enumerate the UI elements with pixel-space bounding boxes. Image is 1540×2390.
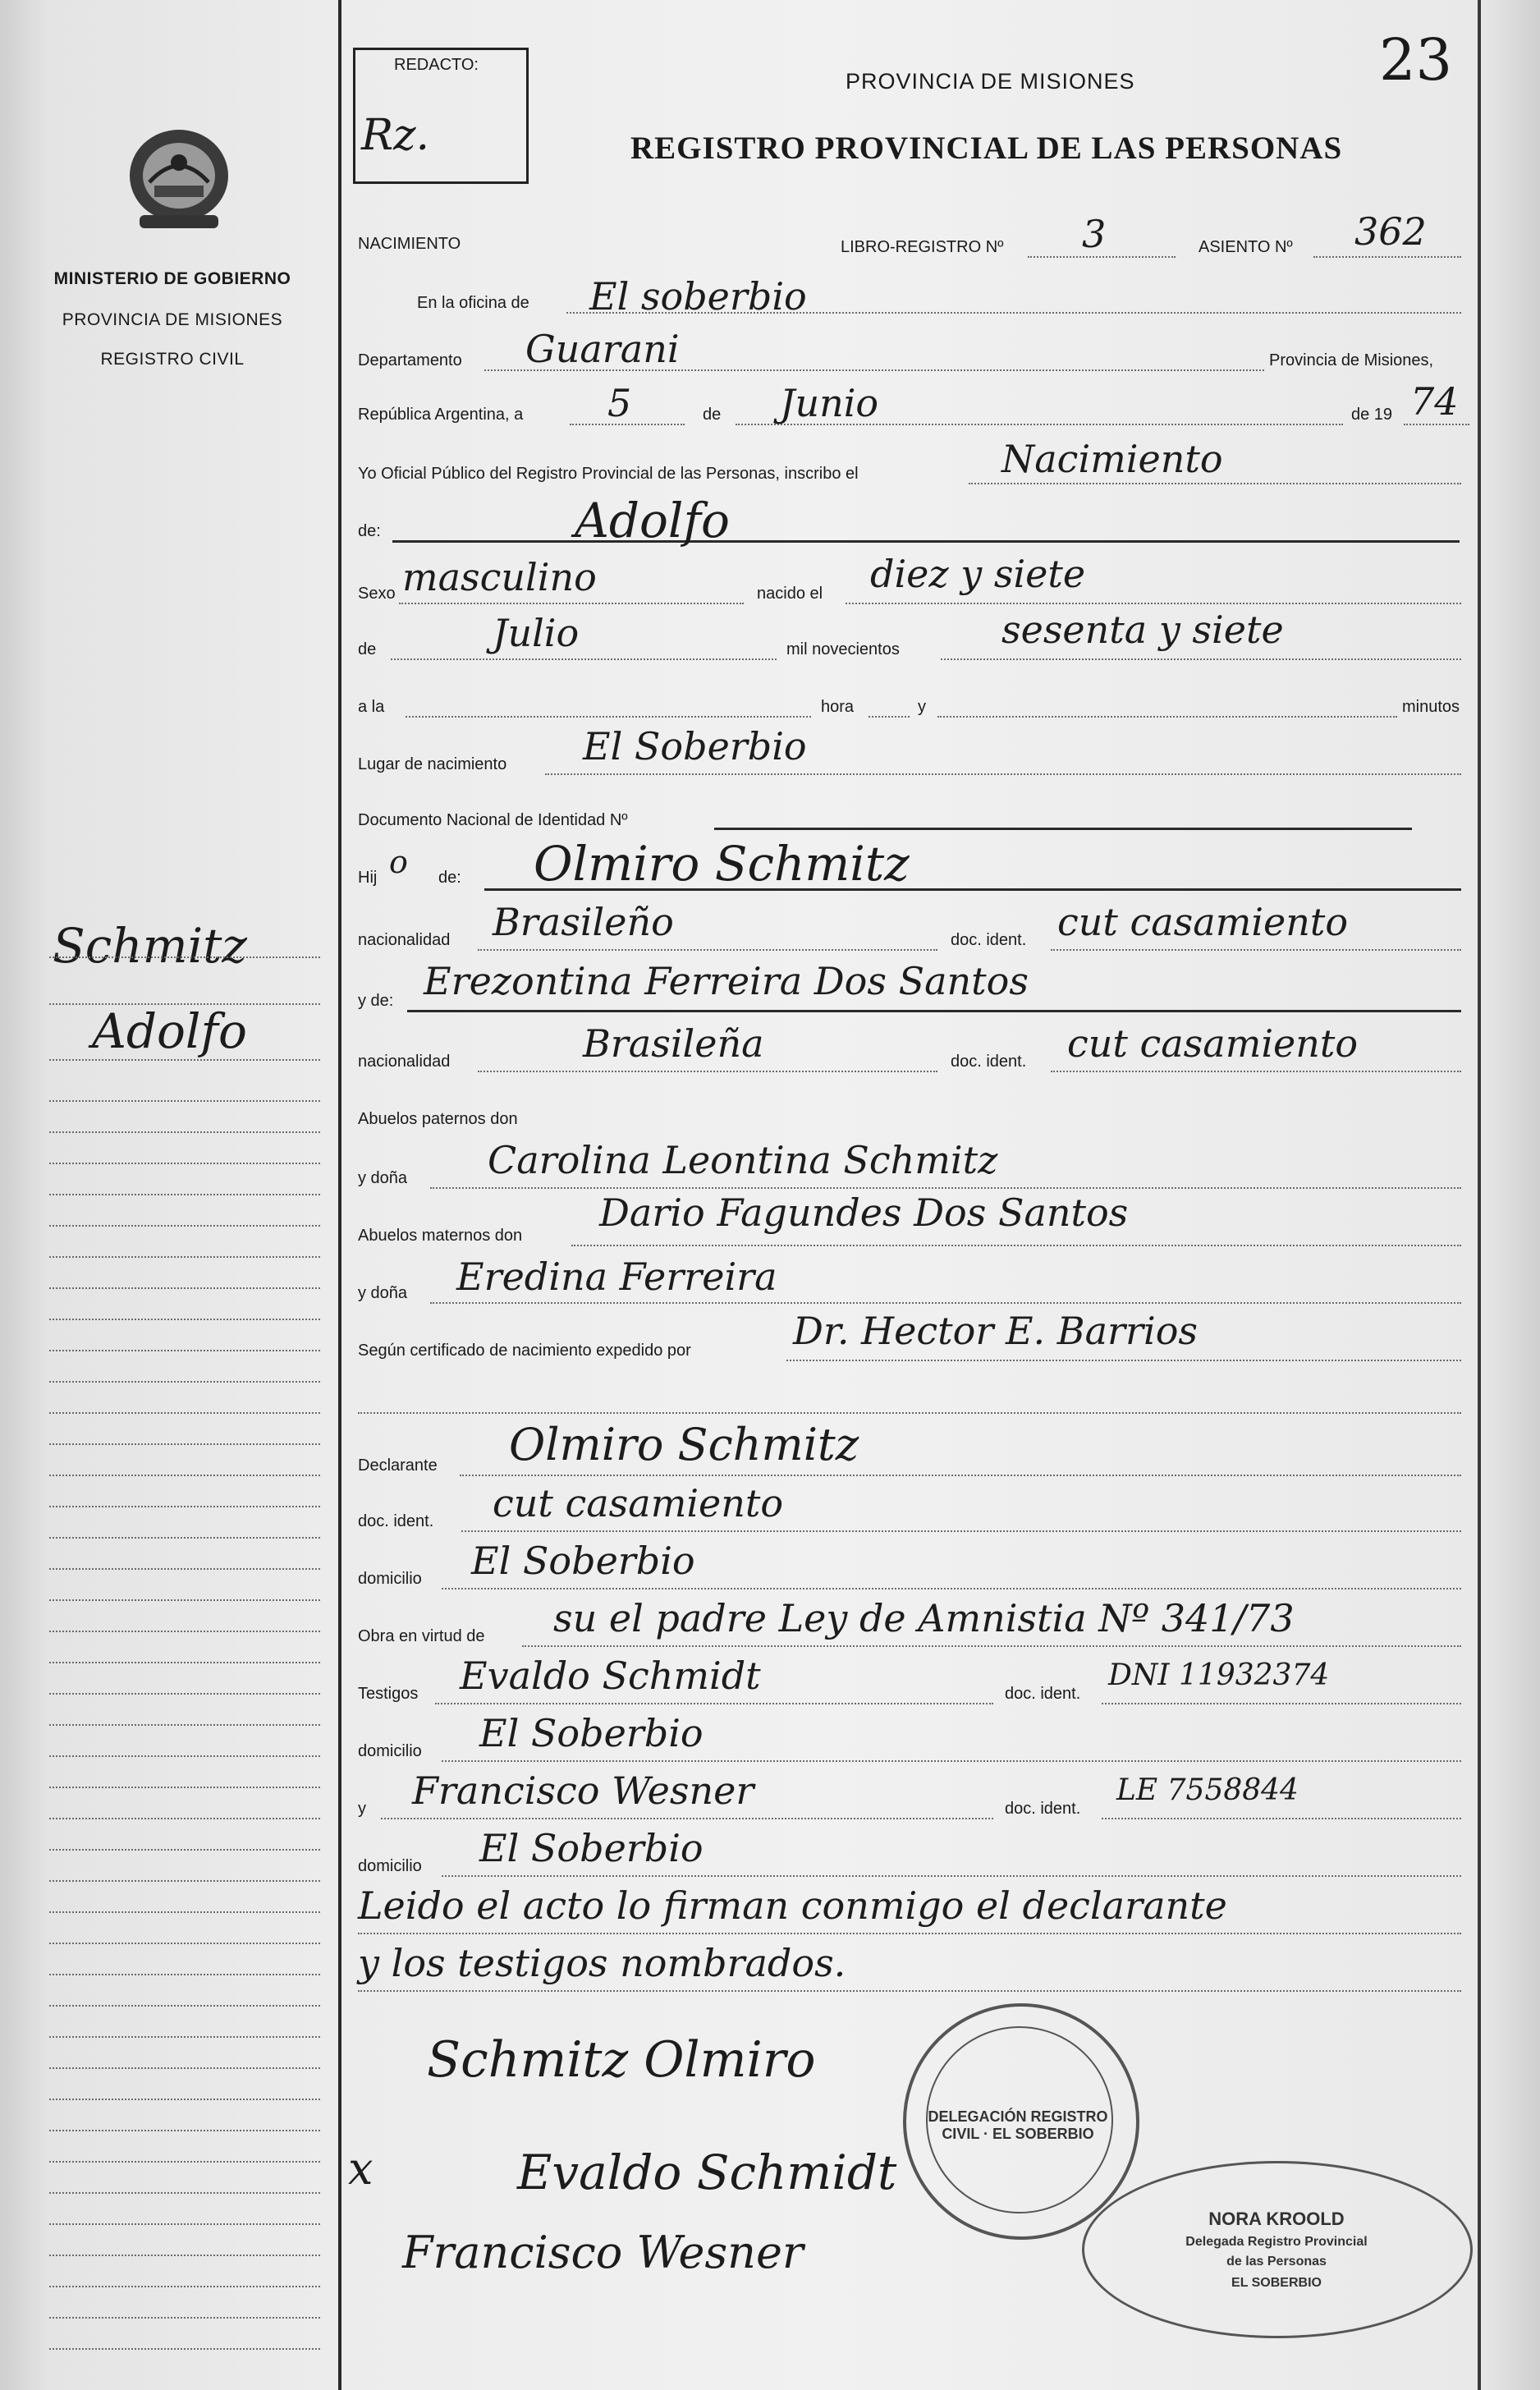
margin-line	[49, 1911, 320, 1913]
abuelos-maternos-line	[571, 1245, 1461, 1246]
margin-line	[49, 2255, 320, 2256]
name-label: de:	[358, 522, 381, 540]
margin-line	[49, 1849, 320, 1851]
margin-line	[49, 1163, 320, 1164]
ministry-label: MINISTERIO DE GOBIERNO	[53, 269, 291, 288]
declarante-label: Declarante	[358, 1456, 438, 1475]
doc-2-label: doc. ident.	[951, 1053, 1027, 1071]
abuelos-paternos-label: Abuelos paternos don	[358, 1110, 518, 1128]
margin-line	[49, 2223, 320, 2225]
day-value: 5	[607, 381, 632, 425]
nacido-value: diez y siete	[870, 552, 1086, 596]
hour-line	[406, 716, 811, 718]
abuela-paterna-value: Carolina Leontina Schmitz	[488, 1138, 998, 1182]
margin-province-label: PROVINCIA DE MISIONES	[62, 310, 283, 329]
provincia-label: Provincia de Misiones,	[1269, 351, 1434, 369]
domicilio-1-value: El Soberbio	[471, 1539, 695, 1583]
office-value: El soberbio	[589, 274, 807, 319]
name-line	[392, 540, 1460, 543]
asiento-line	[1313, 256, 1461, 258]
redacto-initials: Rz.	[361, 111, 430, 160]
margin-line	[49, 1693, 320, 1695]
month-value: Junio	[780, 381, 879, 425]
libro-label: LIBRO-REGISTRO Nº	[841, 238, 1004, 256]
margin-line	[49, 1443, 320, 1445]
mil-label: mil novecientos	[786, 640, 900, 658]
domicilio-3-label: domicilio	[358, 1857, 422, 1875]
blank-line	[358, 1412, 1461, 1414]
margin-line	[49, 1506, 320, 1507]
year-label: de 19	[1351, 406, 1393, 424]
doc-2-value: cut casamiento	[1067, 1021, 1359, 1066]
minutos-label: minutos	[1402, 698, 1460, 716]
margin-line	[49, 1537, 320, 1539]
sexo-line	[399, 603, 744, 604]
birth-year-value: sesenta y siete	[1001, 608, 1284, 652]
stamp-place: EL SOBERBIO	[1231, 2276, 1322, 2290]
margin-line	[49, 1755, 320, 1757]
margin-line	[49, 1662, 320, 1663]
abuela-paterna-label: y doña	[358, 1169, 408, 1187]
oficial-value: Nacimiento	[1001, 437, 1223, 481]
testigo-1-line	[435, 1703, 993, 1704]
margin-given-name: Adolfo	[92, 1003, 247, 1059]
certificado-label: Según certificado de nacimiento expedido por	[358, 1342, 691, 1360]
name-value: Adolfo	[575, 493, 730, 548]
doc-1-value: cut casamiento	[1057, 900, 1349, 944]
doc-1-label: doc. ident.	[951, 931, 1027, 949]
abuela-materna-value: Eredina Ferreira	[456, 1255, 777, 1299]
libro-line	[1028, 256, 1176, 258]
domicilio-1-label: domicilio	[358, 1570, 422, 1588]
sexo-value: masculino	[402, 555, 597, 599]
abuela-materna-label: y doña	[358, 1284, 408, 1302]
margin-line	[49, 2348, 320, 2350]
doc-1-line	[1051, 949, 1461, 951]
document-title: REGISTRO PROVINCIAL DE LAS PERSONAS	[630, 131, 1343, 166]
signature-testigo-2: Francisco Wesner	[402, 2227, 804, 2278]
libro-value: 3	[1082, 212, 1107, 256]
page-number: 23	[1379, 26, 1453, 94]
declarante-line	[460, 1475, 1461, 1476]
nacionalidad-1-label: nacionalidad	[358, 931, 451, 949]
minutes-line	[937, 716, 1397, 718]
margin-line	[49, 1381, 320, 1383]
mother-line	[407, 1010, 1461, 1012]
birth-year-line	[941, 658, 1461, 660]
margin-line	[49, 1568, 320, 1570]
departamento-label: Departamento	[358, 351, 462, 369]
margin-line	[49, 1194, 320, 1195]
domicilio-3-line	[442, 1875, 1461, 1877]
domicilio-2-value: El Soberbio	[479, 1711, 704, 1755]
domicilio-2-line	[442, 1760, 1461, 1762]
margin-line	[49, 2005, 320, 2007]
margin-line	[49, 1131, 320, 1133]
margin-line	[49, 1287, 320, 1289]
hijo-suffix: o	[389, 844, 408, 880]
margin-line	[49, 1319, 320, 1320]
margin-line	[49, 2192, 320, 2194]
signature-mark: x	[348, 2143, 374, 2195]
de-label: de	[703, 406, 722, 424]
round-seal-text: DELEGACIÓN REGISTRO CIVIL · EL SOBERBIO	[928, 2108, 1108, 2142]
closing-text-2: y los testigos nombrados.	[358, 1941, 846, 1985]
stamp-role: Delegada Registro Provincial	[1185, 2235, 1368, 2249]
abuela-materna-line	[430, 1302, 1461, 1304]
domicilio-3-value: El Soberbio	[479, 1826, 704, 1870]
nacionalidad-2-value: Brasileña	[583, 1021, 764, 1066]
margin-line	[49, 2161, 320, 2163]
stamp-role-2: de las Personas	[1226, 2255, 1327, 2268]
right-border	[1478, 0, 1481, 2390]
departamento-value: Guarani	[525, 327, 680, 371]
hora-line	[869, 716, 910, 718]
republica-label: República Argentina, a	[358, 406, 524, 424]
certificado-value: Dr. Hector E. Barrios	[793, 1309, 1198, 1353]
oficial-line	[969, 483, 1461, 484]
declarante-value: Olmiro Schmitz	[509, 1419, 859, 1470]
margin-line	[49, 956, 320, 958]
testigo-1-doc-line	[1102, 1703, 1461, 1704]
hijo-de-label: de:	[438, 869, 461, 887]
closing-text-1: Leido el acto lo firman conmigo el declarante	[358, 1883, 1227, 1928]
margin-line	[49, 1412, 320, 1414]
margin-line	[49, 1003, 320, 1005]
abuela-paterna-line	[430, 1187, 1461, 1189]
lugar-line	[545, 773, 1461, 775]
hora-label: hora	[821, 698, 855, 716]
nacido-label: nacido el	[757, 585, 823, 603]
doc-2-line	[1051, 1071, 1461, 1072]
domicilio-2-label: domicilio	[358, 1742, 422, 1760]
declarante-doc-value: cut casamiento	[493, 1481, 784, 1525]
testigos-label: Testigos	[358, 1685, 419, 1703]
registro-civil-label: REGISTRO CIVIL	[100, 350, 245, 369]
nacionalidad-1-line	[478, 949, 937, 951]
margin-line	[49, 2067, 320, 2069]
year-value: 74	[1410, 379, 1459, 424]
redacto-label: REDACTO:	[394, 56, 479, 74]
nacionalidad-2-line	[478, 1071, 937, 1072]
margin-surname: Schmitz	[53, 918, 247, 974]
ala-label: a la	[358, 698, 385, 716]
margin-line	[49, 1225, 320, 1227]
abuelos-maternos-label: Abuelos maternos don	[358, 1227, 523, 1245]
mother-label: y de:	[358, 992, 394, 1010]
testigo-1-doc-value: DNI 11932374	[1108, 1658, 1330, 1692]
margin-line	[49, 2317, 320, 2319]
signature-declarante: Schmitz Olmiro	[427, 2031, 816, 2089]
oficial-label: Yo Oficial Público del Registro Provincial de las Personas, inscribo el	[358, 465, 859, 483]
obra-value: su el padre Ley de Amnistia Nº 341/73	[553, 1596, 1295, 1640]
sexo-label: Sexo	[358, 585, 396, 603]
documento-line	[714, 828, 1412, 830]
margin-line	[49, 2036, 320, 2038]
closing-line-1	[358, 1933, 1461, 1934]
margin-line	[49, 2286, 320, 2287]
birth-month-line	[391, 658, 777, 660]
asiento-label: ASIENTO Nº	[1199, 238, 1293, 256]
stamp-name: NORA KROOLD	[1208, 2209, 1345, 2229]
lugar-value: El Soberbio	[583, 724, 807, 768]
testigo-2-line	[381, 1818, 993, 1819]
de2-label: de	[358, 640, 377, 658]
margin-line	[49, 1880, 320, 1882]
margin-line	[49, 1818, 320, 1819]
testigo-2-y-label: y	[358, 1800, 366, 1818]
signature-testigo-1: Evaldo Schmidt	[517, 2145, 897, 2200]
nacionalidad-2-label: nacionalidad	[358, 1053, 451, 1071]
margin-line	[49, 1599, 320, 1601]
testigo-1-doc-label: doc. ident.	[1005, 1685, 1081, 1703]
office-label: En la oficina de	[417, 294, 529, 312]
testigo-2-doc-line	[1102, 1818, 1461, 1819]
certificado-line	[786, 1360, 1461, 1361]
documento-label: Documento Nacional de Identidad Nº	[358, 811, 628, 829]
margin-line	[49, 1350, 320, 1351]
obra-line	[522, 1645, 1461, 1647]
closing-line-2	[358, 1990, 1461, 1992]
margin-line	[49, 2130, 320, 2131]
margin-line	[49, 1631, 320, 1632]
margin-line	[49, 1724, 320, 1726]
testigo-2-doc-value: LE 7558844	[1116, 1773, 1299, 1807]
header-province: PROVINCIA DE MISIONES	[846, 69, 1135, 94]
provincial-coat-of-arms-icon	[125, 125, 233, 233]
margin-line	[49, 1787, 320, 1788]
y-label: y	[918, 698, 926, 716]
margin-line	[49, 1475, 320, 1476]
testigo-2-doc-label: doc. ident.	[1005, 1800, 1081, 1818]
section-label: NACIMIENTO	[358, 235, 461, 253]
nacionalidad-1-value: Brasileño	[493, 900, 674, 944]
declarante-doc-line	[461, 1530, 1461, 1532]
testigo-2-value: Francisco Wesner	[412, 1768, 754, 1813]
obra-label: Obra en virtud de	[358, 1627, 485, 1645]
father-value: Olmiro Schmitz	[534, 836, 910, 892]
birth-month-value: Julio	[493, 611, 580, 655]
declarante-doc-label: doc. ident.	[358, 1512, 434, 1530]
margin-line	[49, 1100, 320, 1102]
abuelos-maternos-value: Dario Fagundes Dos Santos	[599, 1190, 1129, 1235]
domicilio-1-line	[442, 1588, 1461, 1590]
margin-line	[49, 1974, 320, 1975]
margin-divider	[338, 0, 341, 2390]
year-line	[1404, 424, 1469, 425]
testigo-1-value: Evaldo Schmidt	[460, 1654, 761, 1698]
margin-line	[49, 1059, 320, 1061]
margin-line	[49, 1943, 320, 1944]
margin-line	[49, 1256, 320, 1258]
margin-line	[49, 2099, 320, 2100]
oval-stamp	[1082, 2161, 1473, 2338]
asiento-value: 362	[1354, 209, 1427, 254]
lugar-label: Lugar de nacimiento	[358, 755, 507, 773]
nacido-line	[846, 603, 1461, 604]
mother-value: Erezontina Ferreira Dos Santos	[424, 959, 1029, 1003]
hijo-label: Hij	[358, 869, 378, 887]
